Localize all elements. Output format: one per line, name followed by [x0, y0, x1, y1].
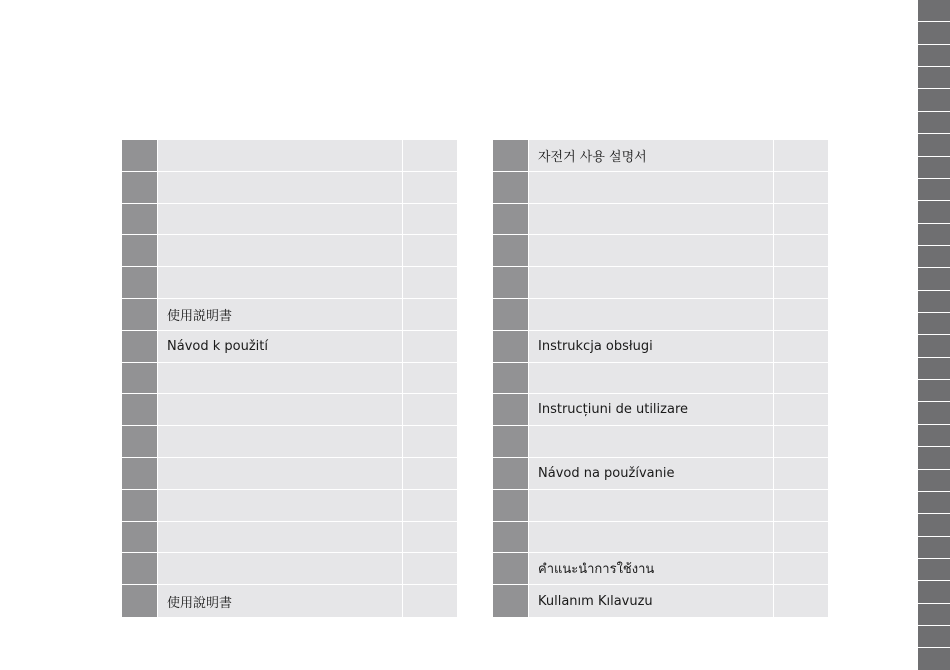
language-code-cell: [493, 299, 529, 330]
language-name-cell: Návod k použití: [158, 331, 403, 362]
language-code-cell: [493, 331, 529, 362]
language-code-cell: [122, 204, 158, 235]
language-code-cell: [122, 140, 158, 171]
page-number-cell: [403, 235, 457, 266]
language-name-cell: [158, 553, 403, 584]
right-table-row: [493, 140, 828, 172]
language-name-cell: [158, 172, 403, 203]
page-number-cell: [403, 204, 457, 235]
language-code-cell: [122, 235, 158, 266]
language-name-cell: Návod na používanie: [529, 458, 774, 489]
left-table-row: [122, 458, 457, 490]
language-name-cell: [158, 426, 403, 457]
page-number-cell: [403, 553, 457, 584]
page-number-cell: [774, 553, 828, 584]
language-code-cell: [493, 235, 529, 266]
left-table-row: [122, 522, 457, 554]
side-index-tab[interactable]: [918, 224, 950, 246]
page-number-cell: [403, 490, 457, 521]
side-index-tab[interactable]: [918, 291, 950, 313]
page-number-cell: [403, 172, 457, 203]
page-number-cell: [403, 331, 457, 362]
language-table-right: [493, 140, 828, 617]
side-index-tab[interactable]: [918, 134, 950, 156]
side-index-tab[interactable]: [918, 201, 950, 223]
language-code-cell: [122, 458, 158, 489]
page-number-cell: [774, 426, 828, 457]
left-table-row: [122, 585, 457, 617]
language-code-cell: [122, 299, 158, 330]
side-index-tab[interactable]: [918, 45, 950, 67]
right-table-row: [493, 267, 828, 299]
side-index-tab[interactable]: [918, 470, 950, 492]
side-index-tab[interactable]: [918, 335, 950, 357]
language-name-cell: [158, 490, 403, 521]
right-table-row: [493, 299, 828, 331]
side-index-tab[interactable]: [918, 559, 950, 581]
page-number-cell: [774, 235, 828, 266]
left-table-row: [122, 331, 457, 363]
left-table-row: [122, 172, 457, 204]
language-name-cell: [529, 267, 774, 298]
side-index-tab[interactable]: [918, 514, 950, 536]
page-number-cell: [774, 522, 828, 553]
language-name-cell: [158, 363, 403, 394]
left-table-row: [122, 299, 457, 331]
language-name-cell: [158, 140, 403, 171]
left-table-row: [122, 490, 457, 522]
right-table-row: [493, 458, 828, 490]
language-name-cell: [529, 490, 774, 521]
side-index-tab[interactable]: [918, 537, 950, 559]
side-index-tab[interactable]: [918, 179, 950, 201]
language-name-cell: คำแนะนำการใช้งาน: [529, 553, 774, 584]
side-index-tab[interactable]: [918, 268, 950, 290]
page-number-cell: [774, 458, 828, 489]
language-code-cell: [122, 267, 158, 298]
page-number-cell: [774, 363, 828, 394]
page-number-cell: [403, 267, 457, 298]
language-code-cell: [122, 426, 158, 457]
side-index-tab[interactable]: [918, 626, 950, 648]
left-table-row: [122, 267, 457, 299]
language-name-cell: [158, 522, 403, 553]
language-name-cell: [529, 363, 774, 394]
language-code-cell: [493, 204, 529, 235]
right-table-row: [493, 235, 828, 267]
language-name-cell: 使用說明書: [158, 585, 403, 617]
language-code-cell: [122, 394, 158, 425]
page-number-cell: [403, 458, 457, 489]
right-table-row: [493, 363, 828, 395]
language-code-cell: [493, 522, 529, 553]
page-number-cell: [403, 299, 457, 330]
language-name-cell: [158, 267, 403, 298]
page-number-cell: [774, 394, 828, 425]
left-table-row: [122, 140, 457, 172]
page-number-cell: [774, 140, 828, 171]
language-code-cell: [493, 394, 529, 425]
language-name-cell: [529, 522, 774, 553]
language-code-cell: [493, 553, 529, 584]
language-name-cell: [158, 394, 403, 425]
page-number-cell: [774, 299, 828, 330]
page-number-cell: [774, 172, 828, 203]
language-name-cell: [529, 204, 774, 235]
language-name-cell: [158, 235, 403, 266]
language-name-cell: [158, 458, 403, 489]
side-index-tab[interactable]: [918, 492, 950, 514]
language-table-left: [122, 140, 457, 617]
language-code-cell: [122, 585, 158, 617]
left-table-row: [122, 235, 457, 267]
right-table-row: [493, 585, 828, 617]
language-code-cell: [122, 363, 158, 394]
side-index-tab[interactable]: [918, 313, 950, 335]
right-table-row: [493, 553, 828, 585]
page-number-cell: [774, 585, 828, 617]
side-index-tab[interactable]: [918, 358, 950, 380]
right-table-row: [493, 331, 828, 363]
language-code-cell: [493, 140, 529, 171]
right-table-row: [493, 204, 828, 236]
side-index-tab[interactable]: [918, 425, 950, 447]
side-index-tab[interactable]: [918, 447, 950, 469]
language-code-cell: [493, 363, 529, 394]
page-number-cell: [403, 140, 457, 171]
language-name-cell: [529, 299, 774, 330]
right-table-row: [493, 426, 828, 458]
side-index-tab[interactable]: [918, 89, 950, 111]
language-code-cell: [122, 331, 158, 362]
language-name-cell: 使用説明書: [158, 299, 403, 330]
language-name-cell: Instrucțiuni de utilizare: [529, 394, 774, 425]
language-code-cell: [122, 553, 158, 584]
language-name-cell: Kullanım Kılavuzu: [529, 585, 774, 617]
side-index-tab[interactable]: [918, 157, 950, 179]
language-code-cell: [122, 490, 158, 521]
side-index-tabs: [918, 0, 950, 670]
page-number-cell: [403, 585, 457, 617]
language-code-cell: [493, 172, 529, 203]
side-index-tab[interactable]: [918, 246, 950, 268]
right-table-row: [493, 522, 828, 554]
left-table-row: [122, 363, 457, 395]
side-index-tab[interactable]: [918, 581, 950, 603]
page-number-cell: [774, 204, 828, 235]
side-index-tab[interactable]: [918, 648, 950, 669]
right-table-row: [493, 394, 828, 426]
side-index-tab[interactable]: [918, 112, 950, 134]
left-table-row: [122, 204, 457, 236]
language-code-cell: [493, 458, 529, 489]
language-name-cell: 자전거 사용 설명서: [529, 140, 774, 171]
side-index-tab[interactable]: [918, 67, 950, 89]
page-number-cell: [774, 267, 828, 298]
page-number-cell: [403, 363, 457, 394]
page-number-cell: [774, 490, 828, 521]
language-name-cell: [158, 204, 403, 235]
language-code-cell: [493, 490, 529, 521]
language-code-cell: [493, 426, 529, 457]
side-index-tab[interactable]: [918, 22, 950, 44]
language-code-cell: [493, 585, 529, 617]
language-name-cell: [529, 235, 774, 266]
language-name-cell: [529, 172, 774, 203]
page-number-cell: [403, 522, 457, 553]
side-index-tab[interactable]: [918, 604, 950, 626]
language-code-cell: [493, 267, 529, 298]
left-table-row: [122, 553, 457, 585]
right-table-row: [493, 172, 828, 204]
page-number-cell: [774, 331, 828, 362]
language-code-cell: [122, 522, 158, 553]
page-number-cell: [403, 394, 457, 425]
language-name-cell: [529, 426, 774, 457]
right-table-row: [493, 490, 828, 522]
side-index-tab[interactable]: [918, 402, 950, 424]
side-index-tab[interactable]: [918, 0, 950, 22]
language-code-cell: [122, 172, 158, 203]
left-table-row: [122, 426, 457, 458]
side-index-tab[interactable]: [918, 380, 950, 402]
left-table-row: [122, 394, 457, 426]
language-name-cell: Instrukcja obsługi: [529, 331, 774, 362]
page-number-cell: [403, 426, 457, 457]
